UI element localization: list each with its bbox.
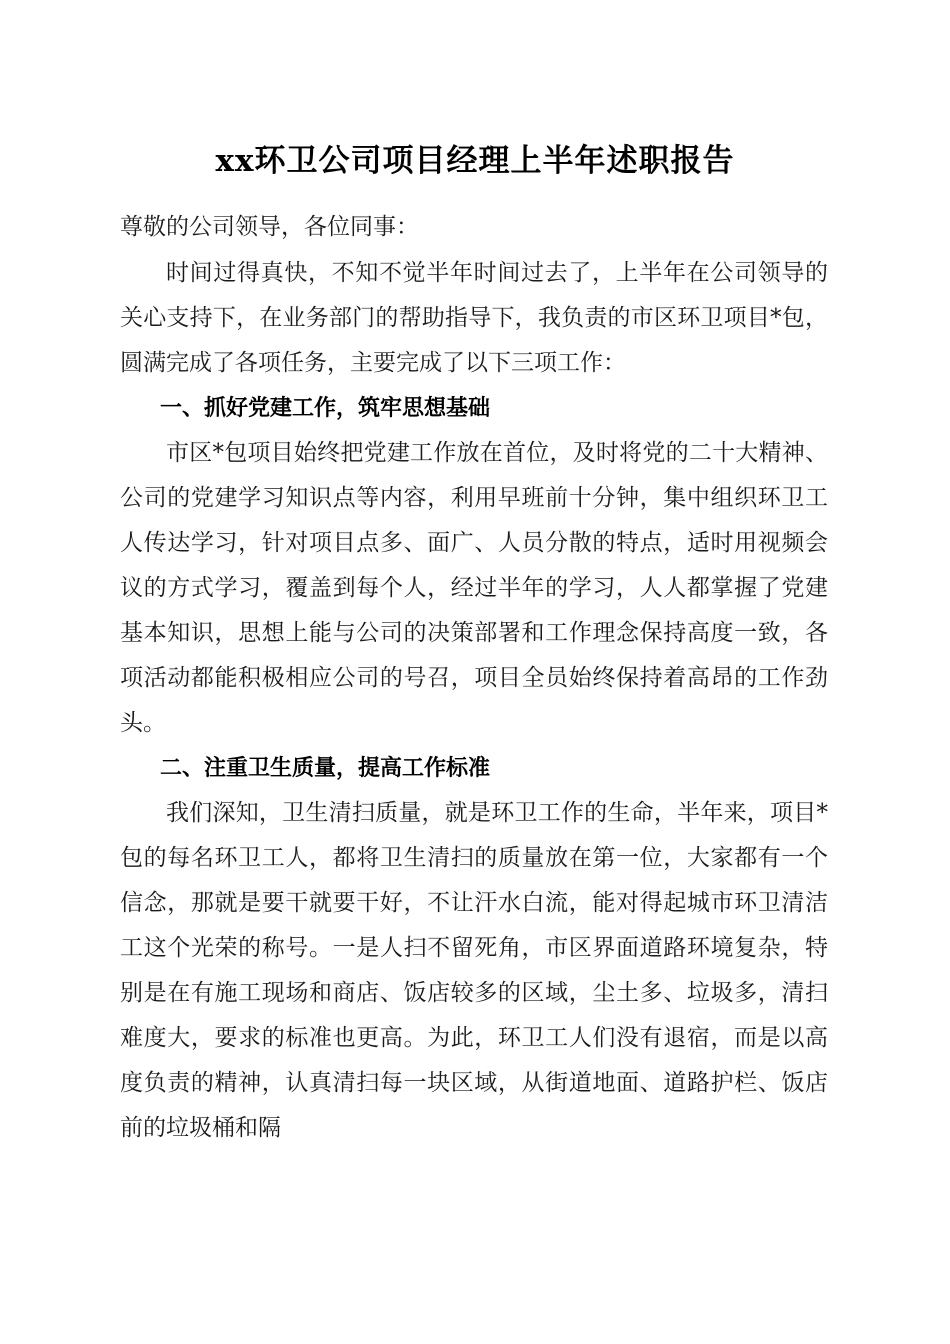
section-paragraph-1: 市区*包项目始终把党建工作放在首位，及时将党的二十大精神、公司的党建学习知识点等内容，利用早班前十分钟，集中组织环卫工人传达学习，针对项目点多、面广、人员分散的特点，适时用视频会议的方式学习，覆盖到每个人，经过半年的学习，人人都掌握了党建基本知识，思想上能与公司的决策部署和工作理念保持高度一致，各项活动都能积极相应公司的号召，项目全员始终保持着高昂的工作劲头。 [120,440,828,736]
document-body [120,205,828,1151]
section-heading-1: 一、抓好党建工作，筑牢思想基础 [160,396,491,421]
document-title: xx环卫公司项目经理上半年述职报告 [215,143,735,179]
section-paragraph-2: 我们深知，卫生清扫质量，就是环卫工作的生命，半年来，项目*包的每名环卫工人，都将卫生清扫的质量放在第一位，大家都有一个信念，那就是要干就要干好，不让汗水白流，能对得起城市环卫清洁工这个光荣的称号。一是人扫不留死角，市区界面道路环境复杂，特别是在有施工现场和商店、饭店较多的区域，尘土多、垃圾多，清扫难度大，要求的标准也更高。为此，环卫工人们没有退宿，而是以高度负责的精神，认真清扫每一块区域，从街道地面、道路护栏、饭店前的垃圾桶和隔 [120,800,828,1141]
intro-paragraph: 时间过得真快，不知不觉半年时间过去了，上半年在公司领导的关心支持下，在业务部门的帮助指导下，我负责的市区环卫项目*包，圆满完成了各项任务，主要完成了以下三项工作： [120,260,828,376]
salutation: 尊敬的公司领导，各位同事： [120,214,419,240]
section-heading-2: 二、注重卫生质量，提高工作标准 [160,756,491,781]
